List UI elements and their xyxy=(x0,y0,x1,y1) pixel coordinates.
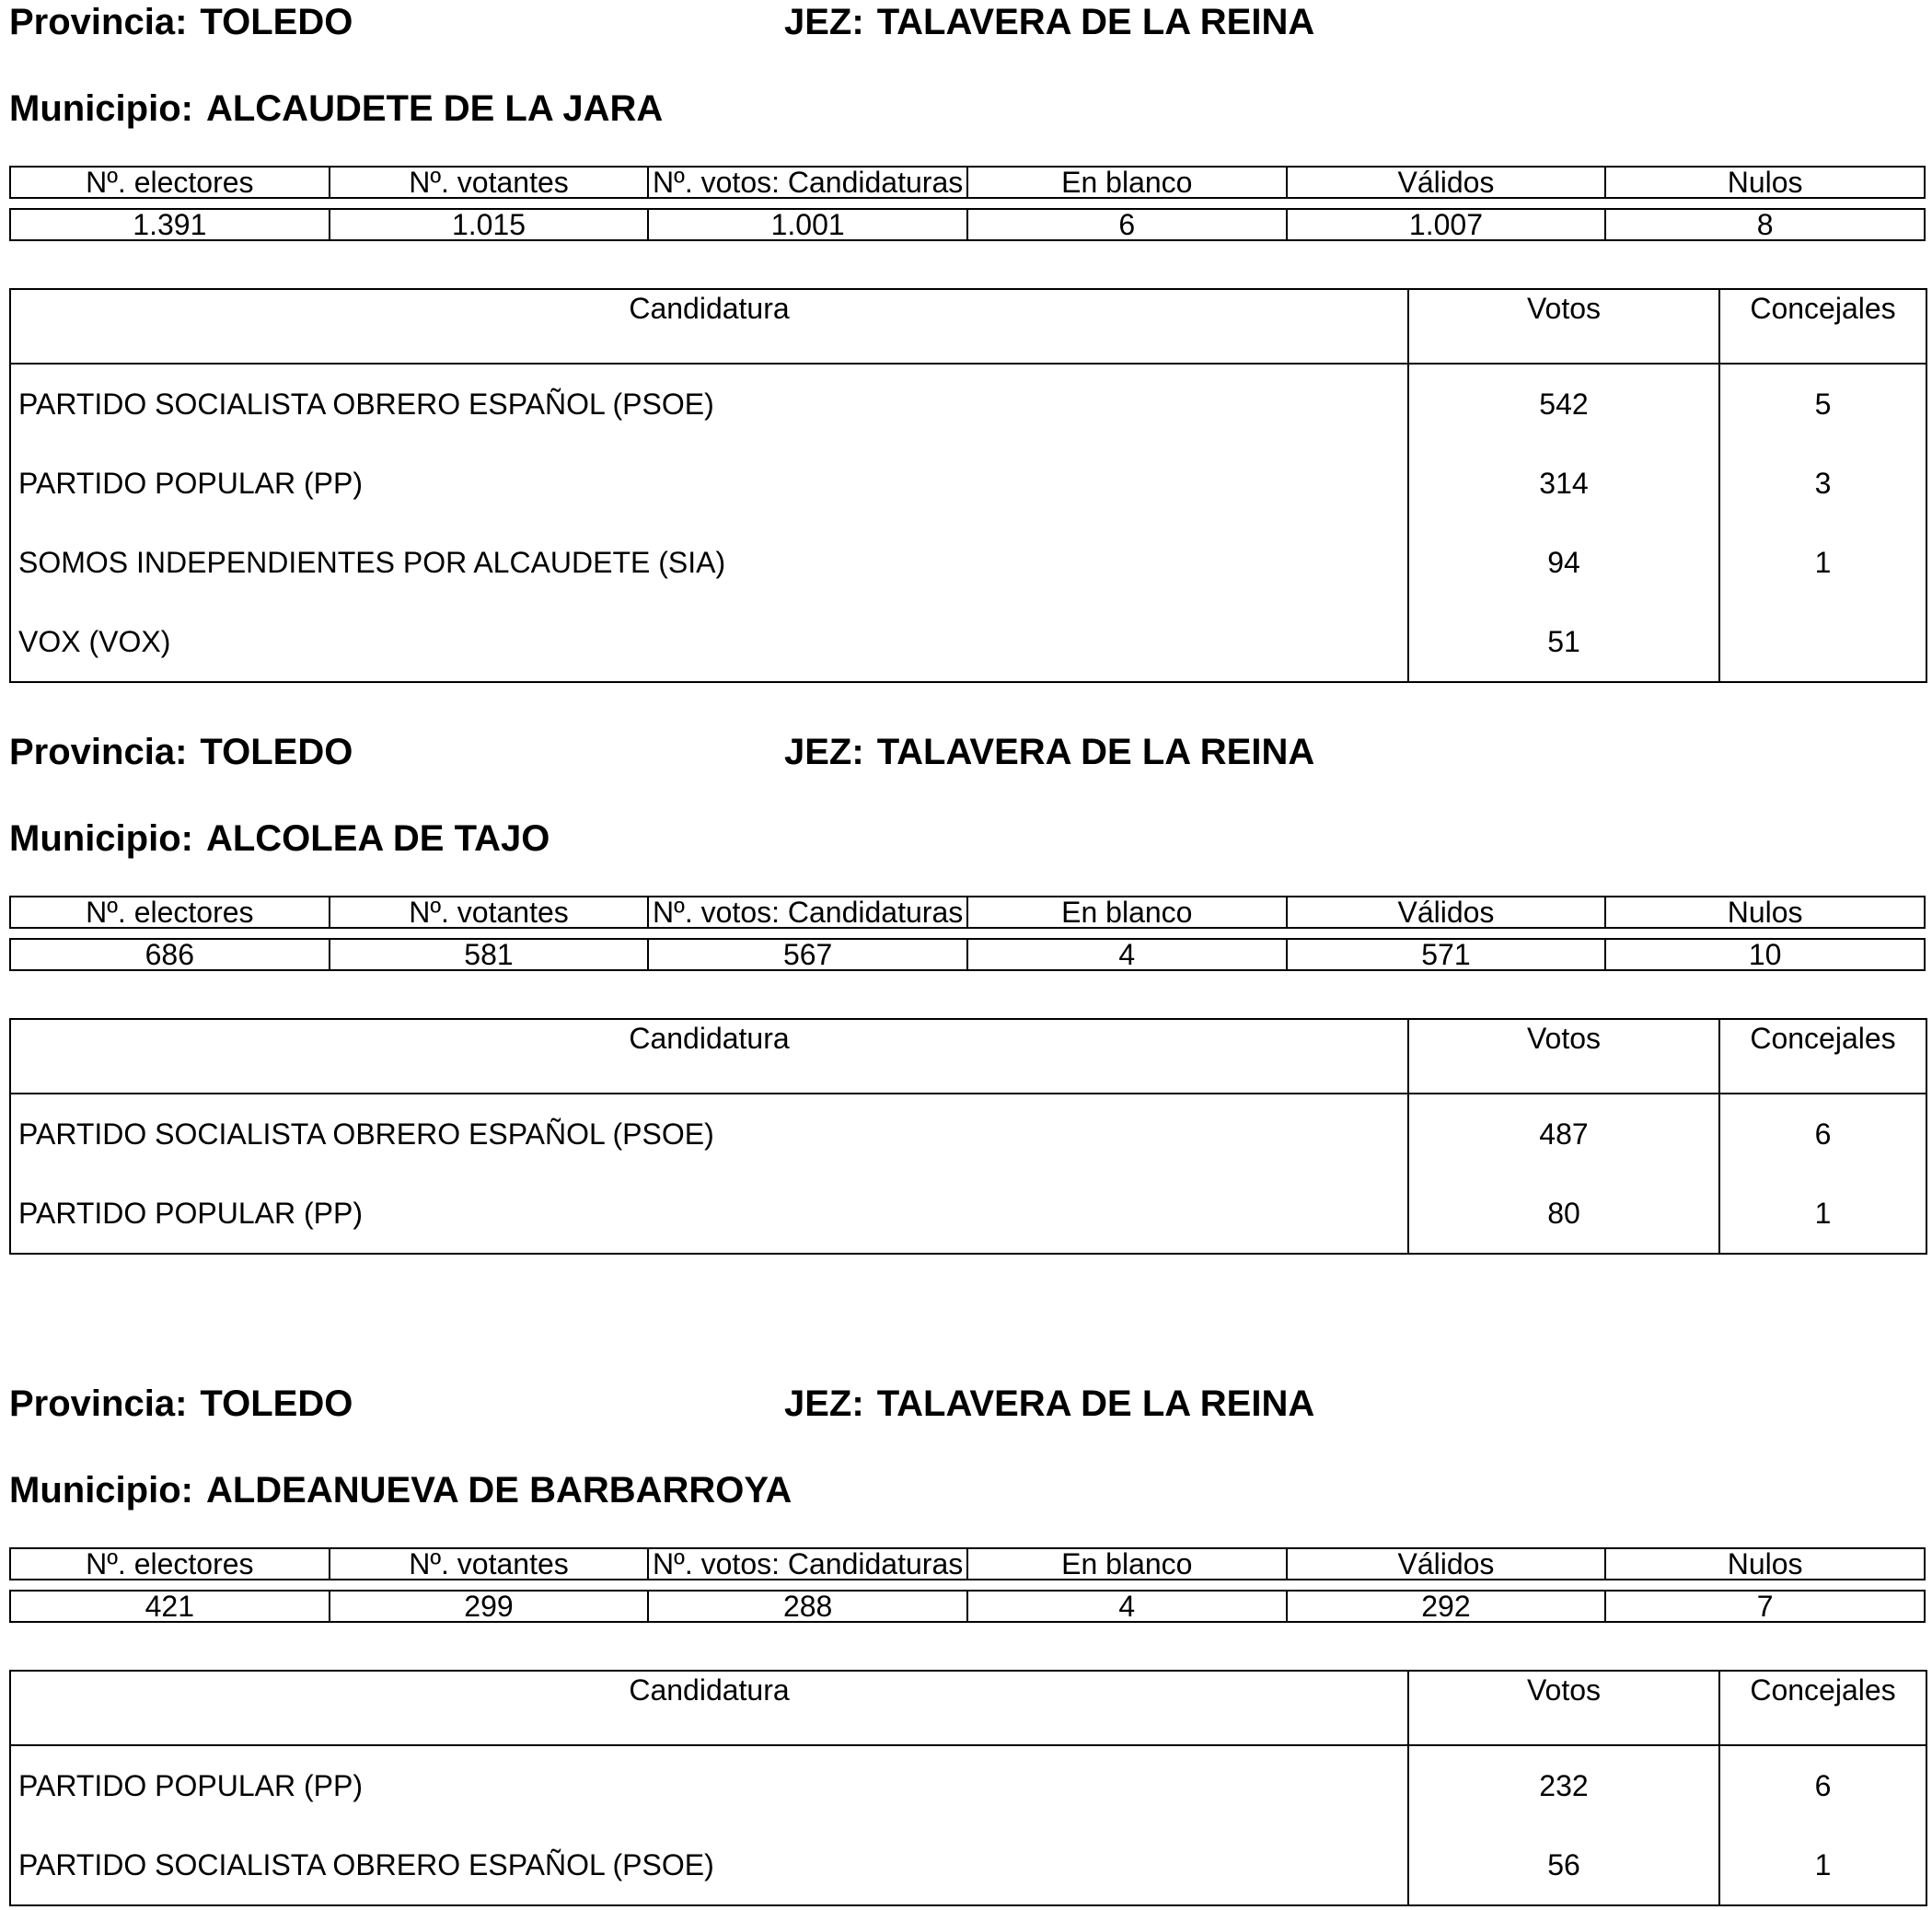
summary-header: Nº. electores xyxy=(10,897,330,928)
summary-value: 1.015 xyxy=(330,209,649,240)
candidate-votes: 56 xyxy=(1408,1825,1719,1905)
summary-header: En blanco xyxy=(967,897,1287,928)
summary-header: En blanco xyxy=(967,167,1287,198)
summary-value-row xyxy=(10,1591,1925,1622)
candidate-votes: 542 xyxy=(1408,364,1719,444)
votos-header: Votos xyxy=(1408,289,1719,364)
candidates-header-row xyxy=(10,1671,1926,1745)
summary-value-row xyxy=(10,939,1925,970)
candidate-votes: 94 xyxy=(1408,523,1719,602)
candidate-name: SOMOS INDEPENDIENTES POR ALCAUDETE (SIA) xyxy=(10,523,1408,602)
summary-header: Nº. votantes xyxy=(330,897,649,928)
candidatura-header: Candidatura xyxy=(10,289,1408,364)
summary-header: Válidos xyxy=(1287,1548,1606,1580)
candidate-name: PARTIDO POPULAR (PP) xyxy=(10,1745,1408,1825)
summary-header: Nº. electores xyxy=(10,167,330,198)
summary-header: Válidos xyxy=(1287,897,1606,928)
jez-heading: JEZ: TALAVERA DE LA REINA xyxy=(784,732,1315,772)
candidate-row xyxy=(10,1174,1926,1254)
candidate-name: VOX (VOX) xyxy=(10,602,1408,682)
candidate-row xyxy=(10,1825,1926,1905)
candidate-votes: 487 xyxy=(1408,1094,1719,1174)
candidate-concejales: 6 xyxy=(1719,1094,1926,1174)
municipio-heading: Municipio: ALCOLEA DE TAJO xyxy=(9,818,550,859)
summary-value: 292 xyxy=(1287,1591,1606,1622)
summary-value: 10 xyxy=(1605,939,1925,970)
summary-value: 571 xyxy=(1287,939,1606,970)
jez-heading: JEZ: TALAVERA DE LA REINA xyxy=(784,2,1315,42)
summary-header: Nulos xyxy=(1605,1548,1925,1580)
candidate-name: PARTIDO SOCIALISTA OBRERO ESPAÑOL (PSOE) xyxy=(10,1094,1408,1174)
summary-header: Nº. votos: Candidaturas xyxy=(648,897,967,928)
provincia-heading: Provincia: TOLEDO xyxy=(9,732,353,772)
summary-value: 299 xyxy=(330,1591,649,1622)
provincia-heading: Provincia: TOLEDO xyxy=(9,2,353,42)
candidate-name: PARTIDO SOCIALISTA OBRERO ESPAÑOL (PSOE) xyxy=(10,1825,1408,1905)
votos-header: Votos xyxy=(1408,1671,1719,1745)
votos-header: Votos xyxy=(1408,1019,1719,1094)
summary-header: Nº. votos: Candidaturas xyxy=(648,1548,967,1580)
summary-header: Nulos xyxy=(1605,167,1925,198)
candidate-row xyxy=(10,444,1926,523)
municipio-heading: Municipio: ALCAUDETE DE LA JARA xyxy=(9,88,664,129)
candidates-table xyxy=(9,288,1927,683)
summary-table xyxy=(9,1547,1926,1623)
summary-value: 6 xyxy=(967,209,1287,240)
summary-value-row xyxy=(10,209,1925,240)
candidate-votes: 232 xyxy=(1408,1745,1719,1825)
concejales-header: Concejales xyxy=(1719,1019,1926,1094)
candidate-concejales: 1 xyxy=(1719,523,1926,602)
concejales-header: Concejales xyxy=(1719,1671,1926,1745)
candidates-table xyxy=(9,1670,1927,1906)
summary-value: 567 xyxy=(648,939,967,970)
summary-value: 4 xyxy=(967,939,1287,970)
summary-value: 421 xyxy=(10,1591,330,1622)
candidates-header-row xyxy=(10,1019,1926,1094)
summary-header: Válidos xyxy=(1287,167,1606,198)
summary-header: Nulos xyxy=(1605,897,1925,928)
provincia-heading: Provincia: TOLEDO xyxy=(9,1383,353,1424)
candidate-row xyxy=(10,523,1926,602)
summary-value: 581 xyxy=(330,939,649,970)
summary-value: 1.001 xyxy=(648,209,967,240)
municipio-heading: Municipio: ALDEANUEVA DE BARBARROYA xyxy=(9,1470,792,1511)
summary-table xyxy=(9,896,1926,971)
candidate-votes: 51 xyxy=(1408,602,1719,682)
candidate-name: PARTIDO POPULAR (PP) xyxy=(10,1174,1408,1254)
candidate-concejales: 5 xyxy=(1719,364,1926,444)
candidate-concejales: 3 xyxy=(1719,444,1926,523)
summary-header: Nº. votantes xyxy=(330,1548,649,1580)
summary-header: Nº. votos: Candidaturas xyxy=(648,167,967,198)
summary-header: Nº. votantes xyxy=(330,167,649,198)
summary-value: 1.007 xyxy=(1287,209,1606,240)
candidate-concejales xyxy=(1719,602,1926,682)
candidatura-header: Candidatura xyxy=(10,1019,1408,1094)
summary-header: Nº. electores xyxy=(10,1548,330,1580)
summary-value: 8 xyxy=(1605,209,1925,240)
candidate-row xyxy=(10,364,1926,444)
candidate-votes: 80 xyxy=(1408,1174,1719,1254)
concejales-header: Concejales xyxy=(1719,289,1926,364)
candidate-name: PARTIDO SOCIALISTA OBRERO ESPAÑOL (PSOE) xyxy=(10,364,1408,444)
candidates-header-row xyxy=(10,289,1926,364)
candidate-name: PARTIDO POPULAR (PP) xyxy=(10,444,1408,523)
summary-value: 4 xyxy=(967,1591,1287,1622)
summary-value: 686 xyxy=(10,939,330,970)
summary-header-row xyxy=(10,167,1925,198)
candidate-concejales: 1 xyxy=(1719,1825,1926,1905)
candidate-row xyxy=(10,1094,1926,1174)
summary-value: 1.391 xyxy=(10,209,330,240)
candidate-concejales: 1 xyxy=(1719,1174,1926,1254)
summary-table xyxy=(9,166,1926,241)
candidate-votes: 314 xyxy=(1408,444,1719,523)
jez-heading: JEZ: TALAVERA DE LA REINA xyxy=(784,1383,1315,1424)
summary-value: 7 xyxy=(1605,1591,1925,1622)
candidatura-header: Candidatura xyxy=(10,1671,1408,1745)
candidate-concejales: 6 xyxy=(1719,1745,1926,1825)
summary-value: 288 xyxy=(648,1591,967,1622)
summary-header-row xyxy=(10,1548,1925,1580)
summary-header-row xyxy=(10,897,1925,928)
candidate-row xyxy=(10,1745,1926,1825)
candidates-table xyxy=(9,1018,1927,1255)
summary-header: En blanco xyxy=(967,1548,1287,1580)
candidate-row xyxy=(10,602,1926,682)
